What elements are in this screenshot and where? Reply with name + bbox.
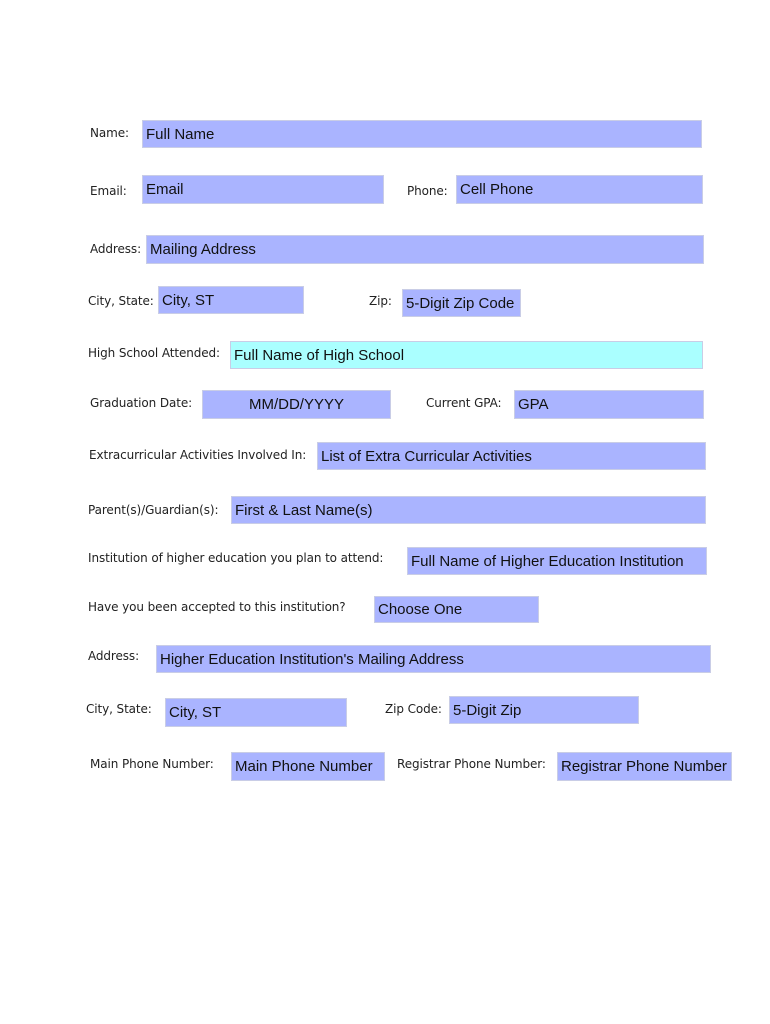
main-phone-label: Main Phone Number:	[90, 757, 214, 771]
gpa-label: Current GPA:	[426, 396, 502, 410]
zip-label: Zip:	[369, 294, 392, 308]
extracurricular-input[interactable]: List of Extra Curricular Activities	[317, 442, 706, 470]
phone-input[interactable]: Cell Phone	[456, 175, 703, 204]
institution-zip-label: Zip Code:	[385, 702, 442, 716]
high-school-input[interactable]: Full Name of High School	[230, 341, 703, 369]
institution-address-input[interactable]: Higher Education Institution's Mailing Address	[156, 645, 711, 673]
institution-zip-input[interactable]: 5-Digit Zip	[449, 696, 639, 724]
high-school-label: High School Attended:	[88, 346, 221, 360]
name-input[interactable]: Full Name	[142, 120, 702, 148]
accepted-select[interactable]: Choose One	[374, 596, 539, 623]
institution-address-label: Address:	[88, 649, 140, 663]
main-phone-input[interactable]: Main Phone Number	[231, 752, 385, 781]
address-input[interactable]: Mailing Address	[146, 235, 704, 264]
registrar-phone-input[interactable]: Registrar Phone Number	[557, 752, 732, 781]
institution-input[interactable]: Full Name of Higher Education Institution	[407, 547, 707, 575]
institution-label: Institution of higher education you plan to attend:	[88, 551, 384, 565]
graduation-date-label: Graduation Date:	[90, 396, 193, 410]
registrar-phone-label: Registrar Phone Number:	[397, 757, 546, 771]
name-label: Name:	[90, 126, 129, 140]
accepted-label: Have you been accepted to this institution?	[88, 600, 346, 614]
email-input[interactable]: Email	[142, 175, 384, 204]
gpa-input[interactable]: GPA	[514, 390, 704, 419]
phone-label: Phone:	[407, 184, 448, 198]
email-label: Email:	[90, 184, 127, 198]
extracurricular-label: Extracurricular Activities Involved In:	[89, 448, 307, 462]
guardians-input[interactable]: First & Last Name(s)	[231, 496, 706, 524]
institution-city-state-input[interactable]: City, ST	[165, 698, 347, 727]
institution-city-state-label: City, State:	[86, 702, 152, 716]
city-state-label: City, State:	[88, 294, 154, 308]
zip-input[interactable]: 5-Digit Zip Code	[402, 289, 521, 317]
city-state-input[interactable]: City, ST	[158, 286, 304, 314]
address-label: Address:	[90, 242, 142, 256]
guardians-label: Parent(s)/Guardian(s):	[88, 503, 219, 517]
graduation-date-input[interactable]: MM/DD/YYYY	[202, 390, 391, 419]
